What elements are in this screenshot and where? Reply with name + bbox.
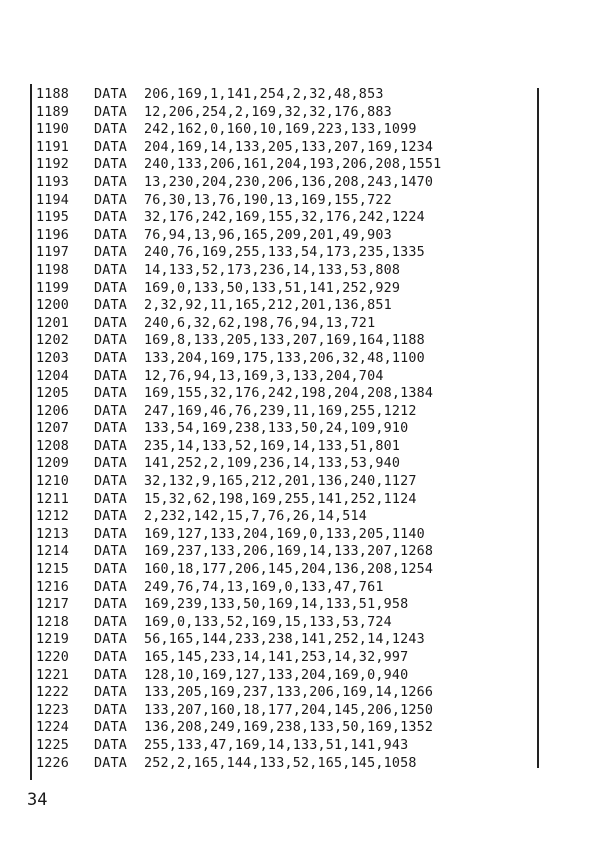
data-keyword: DATA <box>94 192 128 208</box>
data-values: 235,14,133,52,169,14,133,51,801 <box>144 438 401 454</box>
data-values: 169,0,133,52,169,15,133,53,724 <box>144 614 392 630</box>
line-number: 1219 <box>36 632 70 648</box>
data-line <box>36 156 536 174</box>
data-values: 204,169,14,133,205,133,207,169,1234 <box>144 139 434 155</box>
data-values: 128,10,169,127,133,204,169,0,940 <box>144 667 409 683</box>
line-number: 1205 <box>36 386 70 402</box>
page-number: 34 <box>27 790 48 810</box>
data-values: 169,237,133,206,169,14,133,207,1268 <box>144 544 434 560</box>
data-line <box>36 596 536 614</box>
data-keyword: DATA <box>94 667 128 683</box>
data-line <box>36 438 536 456</box>
line-number: 1218 <box>36 614 70 630</box>
data-keyword: DATA <box>94 438 128 454</box>
line-number: 1207 <box>36 421 70 437</box>
data-line <box>36 104 536 122</box>
data-values: 252,2,165,144,133,52,165,145,1058 <box>144 755 417 771</box>
line-number: 1203 <box>36 350 70 366</box>
data-keyword: DATA <box>94 579 128 595</box>
line-number: 1210 <box>36 474 70 490</box>
data-line <box>36 755 536 773</box>
data-values: 169,0,133,50,133,51,141,252,929 <box>144 280 401 296</box>
data-values: 169,239,133,50,169,14,133,51,958 <box>144 597 409 613</box>
data-line <box>36 579 536 597</box>
line-number: 1206 <box>36 403 70 419</box>
data-keyword: DATA <box>94 720 128 736</box>
data-line <box>36 737 536 755</box>
data-values: 133,207,160,18,177,204,145,206,1250 <box>144 702 434 718</box>
line-number: 1199 <box>36 280 70 296</box>
data-keyword: DATA <box>94 280 128 296</box>
data-keyword: DATA <box>94 650 128 665</box>
data-line <box>36 315 536 333</box>
line-number: 1226 <box>36 755 70 771</box>
data-keyword: DATA <box>94 597 128 613</box>
data-values: 32,132,9,165,212,201,136,240,1127 <box>144 474 417 490</box>
data-keyword: DATA <box>94 403 128 419</box>
data-values: 133,204,169,175,133,206,32,48,1100 <box>144 350 425 366</box>
data-values: 249,76,74,13,169,0,133,47,761 <box>144 579 384 595</box>
data-keyword: DATA <box>94 210 128 226</box>
data-line <box>36 455 536 473</box>
line-number: 1200 <box>36 298 70 314</box>
line-number: 1213 <box>36 526 70 542</box>
data-keyword: DATA <box>94 421 128 437</box>
data-keyword: DATA <box>94 174 128 190</box>
data-values: 165,145,233,14,141,253,14,32,997 <box>144 650 409 665</box>
line-number: 1197 <box>36 245 70 261</box>
line-number: 1222 <box>36 685 70 701</box>
line-number: 1224 <box>36 720 70 736</box>
data-keyword: DATA <box>94 491 128 507</box>
data-line <box>36 473 536 491</box>
data-values: 133,205,169,237,133,206,169,14,1266 <box>144 685 434 701</box>
data-keyword: DATA <box>94 350 128 366</box>
right-margin-rule <box>537 88 539 768</box>
data-values: 12,76,94,13,169,3,133,204,704 <box>144 368 384 384</box>
data-line <box>36 332 536 350</box>
data-keyword: DATA <box>94 139 128 155</box>
data-values: 133,54,169,238,133,50,24,109,910 <box>144 421 409 437</box>
data-values: 240,76,169,255,133,54,173,235,1335 <box>144 245 425 261</box>
data-keyword: DATA <box>94 509 128 525</box>
line-number: 1198 <box>36 262 70 278</box>
line-number: 1225 <box>36 737 70 753</box>
line-number: 1195 <box>36 210 70 226</box>
data-line <box>36 667 536 685</box>
data-values: 56,165,144,233,238,141,252,14,1243 <box>144 632 425 648</box>
data-line <box>36 508 536 526</box>
data-line <box>36 385 536 403</box>
data-line <box>36 649 536 667</box>
data-line <box>36 244 536 262</box>
data-values: 76,94,13,96,165,209,201,49,903 <box>144 227 392 243</box>
data-values: 136,208,249,169,238,133,50,169,1352 <box>144 720 434 736</box>
data-values: 240,6,32,62,198,76,94,13,721 <box>144 315 376 331</box>
data-values: 12,206,254,2,169,32,32,176,883 <box>144 104 392 120</box>
data-keyword: DATA <box>94 526 128 542</box>
data-values: 2,32,92,11,165,212,201,136,851 <box>144 298 392 314</box>
data-keyword: DATA <box>94 104 128 120</box>
data-values: 206,169,1,141,254,2,32,48,853 <box>144 87 384 102</box>
left-margin-rule <box>30 84 32 780</box>
data-line <box>36 368 536 386</box>
line-number: 1194 <box>36 192 70 208</box>
data-keyword: DATA <box>94 262 128 278</box>
line-number: 1216 <box>36 579 70 595</box>
data-line <box>36 121 536 139</box>
data-keyword: DATA <box>94 368 128 384</box>
data-line <box>36 684 536 702</box>
data-line <box>36 139 536 157</box>
data-keyword: DATA <box>94 737 128 753</box>
line-number: 1188 <box>36 87 70 102</box>
data-values: 13,230,204,230,206,136,208,243,1470 <box>144 174 434 190</box>
data-keyword: DATA <box>94 474 128 490</box>
line-number: 1220 <box>36 650 70 665</box>
data-line <box>36 702 536 720</box>
line-number: 1223 <box>36 702 70 718</box>
line-number: 1208 <box>36 438 70 454</box>
data-keyword: DATA <box>94 227 128 243</box>
data-values: 15,32,62,198,169,255,141,252,1124 <box>144 491 417 507</box>
data-values: 14,133,52,173,236,14,133,53,808 <box>144 262 401 278</box>
line-number: 1190 <box>36 122 70 138</box>
data-line <box>36 526 536 544</box>
line-number: 1189 <box>36 104 70 120</box>
data-keyword: DATA <box>94 702 128 718</box>
data-line <box>36 614 536 632</box>
data-values: 141,252,2,109,236,14,133,53,940 <box>144 456 401 472</box>
line-number: 1212 <box>36 509 70 525</box>
data-keyword: DATA <box>94 333 128 349</box>
data-values: 242,162,0,160,10,169,223,133,1099 <box>144 122 417 138</box>
data-keyword: DATA <box>94 386 128 402</box>
data-line <box>36 174 536 192</box>
data-line <box>36 227 536 245</box>
data-line <box>36 86 536 104</box>
line-number: 1202 <box>36 333 70 349</box>
data-values: 32,176,242,169,155,32,176,242,1224 <box>144 210 425 226</box>
data-keyword: DATA <box>94 456 128 472</box>
data-keyword: DATA <box>94 315 128 331</box>
data-keyword: DATA <box>94 755 128 771</box>
data-line <box>36 719 536 737</box>
data-values: 169,8,133,205,133,207,169,164,1188 <box>144 333 425 349</box>
line-number: 1215 <box>36 562 70 578</box>
data-keyword: DATA <box>94 157 128 173</box>
data-values: 247,169,46,76,239,11,169,255,1212 <box>144 403 417 419</box>
data-values: 240,133,206,161,204,193,206,208,1551 <box>144 157 442 173</box>
data-keyword: DATA <box>94 245 128 261</box>
data-values: 169,155,32,176,242,198,204,208,1384 <box>144 386 434 402</box>
data-keyword: DATA <box>94 632 128 648</box>
data-values: 169,127,133,204,169,0,133,205,1140 <box>144 526 425 542</box>
data-keyword: DATA <box>94 87 128 102</box>
data-line <box>36 420 536 438</box>
data-line <box>36 280 536 298</box>
line-number: 1217 <box>36 597 70 613</box>
data-line <box>36 297 536 315</box>
data-line <box>36 631 536 649</box>
data-values: 255,133,47,169,14,133,51,141,943 <box>144 737 409 753</box>
line-number: 1193 <box>36 174 70 190</box>
data-line <box>36 403 536 421</box>
data-keyword: DATA <box>94 122 128 138</box>
basic-data-listing <box>36 86 536 772</box>
data-values: 160,18,177,206,145,204,136,208,1254 <box>144 562 434 578</box>
data-line <box>36 262 536 280</box>
data-keyword: DATA <box>94 685 128 701</box>
data-keyword: DATA <box>94 562 128 578</box>
data-line <box>36 543 536 561</box>
line-number: 1211 <box>36 491 70 507</box>
data-values: 2,232,142,15,7,76,26,14,514 <box>144 509 368 525</box>
data-line <box>36 491 536 509</box>
data-values: 76,30,13,76,190,13,169,155,722 <box>144 192 392 208</box>
data-line <box>36 192 536 210</box>
data-line <box>36 350 536 368</box>
line-number: 1221 <box>36 667 70 683</box>
data-keyword: DATA <box>94 298 128 314</box>
data-keyword: DATA <box>94 614 128 630</box>
line-number: 1192 <box>36 157 70 173</box>
line-number: 1214 <box>36 544 70 560</box>
line-number: 1191 <box>36 139 70 155</box>
line-number: 1201 <box>36 315 70 331</box>
line-number: 1196 <box>36 227 70 243</box>
data-keyword: DATA <box>94 544 128 560</box>
data-line <box>36 561 536 579</box>
line-number: 1204 <box>36 368 70 384</box>
line-number: 1209 <box>36 456 70 472</box>
data-line <box>36 209 536 227</box>
